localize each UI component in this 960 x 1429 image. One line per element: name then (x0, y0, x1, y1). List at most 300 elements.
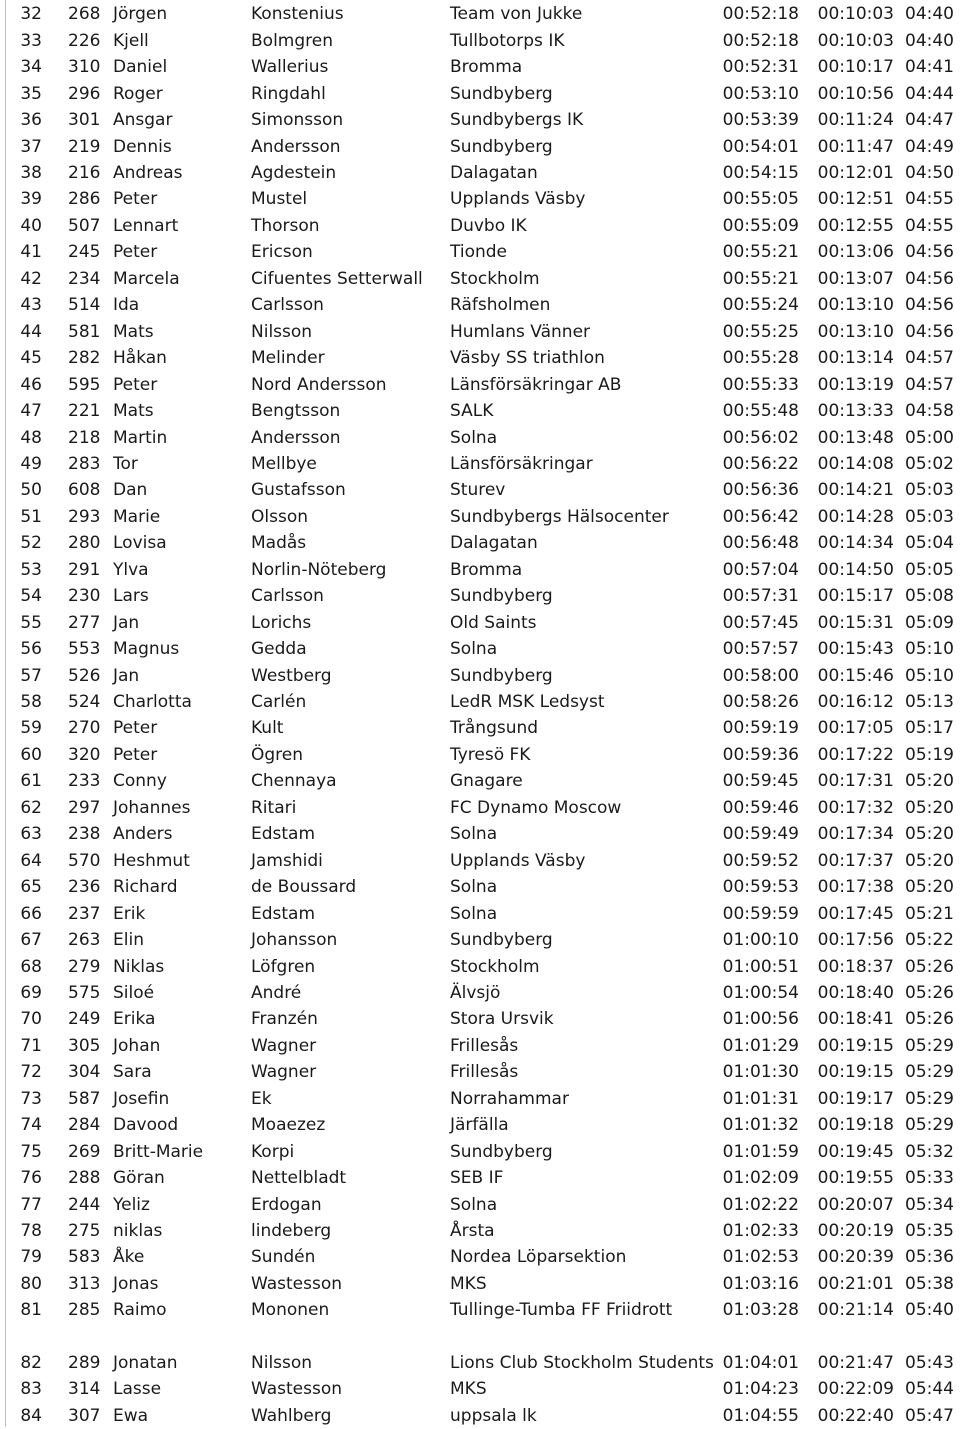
place-cell: 40 (20, 215, 42, 236)
last-name-cell: Mellbye (251, 453, 317, 474)
finish-time-cell: 00:57:31 (722, 586, 799, 607)
place-cell: 77 (20, 1194, 42, 1215)
first-name-cell: Lovisa (113, 533, 167, 554)
finish-time-cell: 00:55:28 (722, 348, 799, 369)
pace-cell: 04:57 (905, 348, 954, 369)
bib-number-cell: 507 (68, 215, 101, 236)
result-row (0, 504, 960, 530)
time-behind-cell: 00:13:10 (817, 321, 894, 342)
last-name-cell: Nord Andersson (251, 374, 387, 395)
first-name-cell: Jonas (113, 1273, 159, 1294)
last-name-cell: Moaezez (251, 1115, 326, 1136)
result-row (0, 663, 960, 689)
last-name-cell: Nettelbladt (251, 1168, 347, 1189)
time-behind-cell: 00:18:40 (817, 982, 894, 1003)
club-cell: Årsta (450, 1221, 495, 1241)
first-name-cell: Kjell (113, 30, 149, 51)
last-name-cell: Andersson (251, 136, 341, 157)
bib-number-cell: 284 (68, 1115, 101, 1136)
pace-cell: 05:00 (905, 427, 954, 448)
club-cell: Dalagatan (450, 533, 538, 554)
first-name-cell: Göran (113, 1168, 165, 1189)
club-cell: Tionde (450, 242, 508, 263)
club-cell: Solna (450, 877, 498, 898)
time-behind-cell: 00:17:45 (817, 903, 894, 924)
finish-time-cell: 01:02:53 (722, 1247, 799, 1268)
result-row (0, 636, 960, 662)
bib-number-cell: 238 (68, 824, 101, 845)
finish-time-cell: 00:55:33 (722, 374, 799, 395)
result-row (0, 292, 960, 318)
result-row (0, 1059, 960, 1085)
pace-cell: 05:43 (905, 1352, 954, 1373)
club-cell: Dalagatan (450, 163, 538, 183)
finish-time-cell: 00:59:19 (722, 718, 799, 739)
result-row (0, 398, 960, 424)
result-row (0, 477, 960, 503)
finish-time-cell: 00:59:59 (722, 903, 799, 924)
club-cell: FC Dynamo Moscow (450, 797, 622, 818)
pace-cell: 05:38 (905, 1273, 954, 1294)
place-cell: 51 (20, 506, 42, 527)
first-name-cell: Peter (113, 374, 158, 395)
bib-number-cell: 218 (68, 427, 101, 448)
last-name-cell: Cifuentes Setterwall (251, 268, 423, 289)
pace-cell: 05:29 (905, 1088, 954, 1109)
place-cell: 49 (20, 453, 42, 474)
last-name-cell: Wallerius (251, 57, 329, 78)
result-row (0, 742, 960, 768)
finish-time-cell: 01:03:28 (722, 1300, 799, 1321)
time-behind-cell: 00:14:08 (817, 453, 894, 474)
last-name-cell: Konstenius (251, 4, 344, 25)
bib-number-cell: 221 (68, 401, 101, 422)
time-behind-cell: 00:13:19 (817, 374, 894, 395)
result-row (0, 901, 960, 927)
place-cell: 42 (20, 268, 42, 289)
place-cell: 55 (20, 612, 42, 633)
last-name-cell: Ögren (251, 744, 304, 765)
bib-number-cell: 249 (68, 1009, 101, 1030)
result-row (0, 927, 960, 953)
place-cell: 80 (20, 1273, 42, 1294)
club-cell: Frillesås (450, 1035, 519, 1056)
pace-cell: 05:44 (905, 1379, 954, 1400)
pace-cell: 05:20 (905, 850, 954, 871)
pace-cell: 05:29 (905, 1035, 954, 1056)
finish-time-cell: 00:54:01 (722, 136, 799, 157)
place-cell: 59 (20, 718, 42, 739)
place-cell: 57 (20, 665, 42, 686)
bib-number-cell: 581 (68, 321, 101, 342)
last-name-cell: Simonsson (251, 110, 344, 131)
last-name-cell: Korpi (251, 1141, 295, 1162)
place-cell: 84 (20, 1405, 42, 1426)
bib-number-cell: 307 (68, 1405, 101, 1426)
result-row (0, 848, 960, 874)
finish-time-cell: 00:52:18 (722, 4, 799, 25)
result-row (0, 372, 960, 398)
time-behind-cell: 00:17:22 (817, 744, 894, 765)
last-name-cell: Gustafsson (251, 480, 346, 501)
last-name-cell: Carlén (251, 692, 307, 712)
first-name-cell: Mats (113, 321, 154, 342)
pace-cell: 04:47 (905, 110, 954, 131)
time-behind-cell: 00:19:17 (817, 1088, 894, 1109)
time-behind-cell: 00:19:15 (817, 1062, 894, 1083)
time-behind-cell: 00:21:47 (817, 1352, 894, 1373)
pace-cell: 05:03 (905, 506, 954, 527)
time-behind-cell: 00:17:05 (817, 718, 894, 739)
pace-cell: 05:26 (905, 1009, 954, 1030)
last-name-cell: Carlsson (251, 295, 324, 316)
last-name-cell: Franzén (251, 1009, 318, 1030)
place-cell: 83 (20, 1379, 42, 1400)
time-behind-cell: 00:10:17 (817, 57, 894, 78)
pace-cell: 04:56 (905, 268, 954, 289)
bib-number-cell: 570 (68, 850, 101, 871)
first-name-cell: Conny (113, 771, 167, 792)
last-name-cell: André (251, 982, 302, 1003)
time-behind-cell: 00:15:31 (817, 612, 894, 633)
finish-time-cell: 00:56:22 (722, 453, 799, 474)
pace-cell: 05:05 (905, 559, 954, 580)
time-behind-cell: 00:19:15 (817, 1035, 894, 1056)
bib-number-cell: 553 (68, 639, 101, 660)
bib-number-cell: 304 (68, 1062, 101, 1083)
finish-time-cell: 00:57:04 (722, 559, 799, 580)
first-name-cell: Sara (113, 1062, 152, 1083)
bib-number-cell: 514 (68, 295, 101, 316)
place-cell: 62 (20, 797, 42, 818)
club-cell: Tyresö FK (450, 744, 531, 765)
first-name-cell: Erika (113, 1009, 156, 1030)
place-cell: 64 (20, 850, 42, 871)
pace-cell: 05:35 (905, 1221, 954, 1241)
last-name-cell: Wagner (251, 1035, 317, 1056)
place-cell: 78 (20, 1221, 42, 1241)
result-row (0, 1271, 960, 1297)
result-row (0, 980, 960, 1006)
place-cell: 68 (20, 956, 42, 977)
last-name-cell: Agdestein (251, 163, 337, 183)
time-behind-cell: 00:20:39 (817, 1247, 894, 1268)
last-name-cell: Bengtsson (251, 401, 341, 422)
finish-time-cell: 00:56:02 (722, 427, 799, 448)
first-name-cell: Elin (113, 930, 144, 951)
bib-number-cell: 296 (68, 83, 101, 104)
last-name-cell: de Boussard (251, 877, 357, 898)
first-name-cell: Martin (113, 427, 168, 448)
club-cell: Räfsholmen (450, 295, 551, 316)
last-name-cell: Erdogan (251, 1194, 322, 1215)
first-name-cell: Peter (113, 744, 158, 765)
club-cell: Tullinge-Tumba FF Friidrott (450, 1300, 673, 1321)
bib-number-cell: 283 (68, 453, 101, 474)
place-cell: 38 (20, 163, 42, 183)
club-cell: MKS (450, 1379, 487, 1400)
bib-number-cell: 305 (68, 1035, 101, 1056)
bib-number-cell: 277 (68, 612, 101, 633)
time-behind-cell: 00:15:43 (817, 639, 894, 660)
result-row (0, 1112, 960, 1138)
time-behind-cell: 00:17:34 (817, 824, 894, 845)
pace-cell: 05:17 (905, 718, 954, 739)
finish-time-cell: 01:01:31 (722, 1088, 799, 1109)
bib-number-cell: 269 (68, 1141, 101, 1162)
time-behind-cell: 00:14:50 (817, 559, 894, 580)
club-cell: Lions Club Stockholm Students (450, 1352, 714, 1373)
finish-time-cell: 01:00:51 (722, 956, 799, 977)
first-name-cell: Ida (113, 295, 140, 316)
result-row (0, 795, 960, 821)
result-row (0, 1, 960, 27)
club-cell: Bromma (450, 559, 523, 580)
finish-time-cell: 00:58:00 (722, 665, 799, 686)
result-row (0, 1033, 960, 1059)
time-behind-cell: 00:21:14 (817, 1300, 894, 1321)
place-cell: 75 (20, 1141, 42, 1162)
finish-time-cell: 01:02:33 (722, 1221, 799, 1241)
time-behind-cell: 00:12:55 (817, 215, 894, 236)
result-row (0, 610, 960, 636)
first-name-cell: Peter (113, 189, 158, 210)
place-cell: 63 (20, 824, 42, 845)
finish-time-cell: 00:55:21 (722, 242, 799, 263)
result-row (0, 768, 960, 794)
last-name-cell: Edstam (251, 903, 316, 924)
time-behind-cell: 00:13:14 (817, 348, 894, 369)
club-cell: Gnagare (450, 771, 523, 792)
club-cell: Humlans Vänner (450, 321, 591, 342)
pace-cell: 05:13 (905, 692, 954, 712)
last-name-cell: Westberg (251, 665, 332, 686)
place-cell: 58 (20, 692, 42, 712)
place-cell: 76 (20, 1168, 42, 1189)
time-behind-cell: 00:11:47 (817, 136, 894, 157)
last-name-cell: Mustel (251, 189, 308, 210)
club-cell: Stora Ursvik (450, 1009, 554, 1030)
club-cell: Solna (450, 427, 498, 448)
pace-cell: 04:56 (905, 321, 954, 342)
first-name-cell: Lars (113, 586, 149, 607)
finish-time-cell: 00:55:48 (722, 401, 799, 422)
first-name-cell: Håkan (113, 348, 167, 369)
time-behind-cell: 00:12:51 (817, 189, 894, 210)
finish-time-cell: 00:55:25 (722, 321, 799, 342)
club-cell: MKS (450, 1273, 487, 1294)
pace-cell: 05:29 (905, 1062, 954, 1083)
club-cell: Sturev (450, 480, 506, 501)
time-behind-cell: 00:13:10 (817, 295, 894, 316)
finish-time-cell: 00:55:21 (722, 268, 799, 289)
result-row (0, 239, 960, 265)
result-row (0, 583, 960, 609)
pace-cell: 05:09 (905, 612, 954, 633)
finish-time-cell: 00:59:52 (722, 850, 799, 871)
result-row (0, 266, 960, 292)
last-name-cell: Andersson (251, 427, 341, 448)
time-behind-cell: 00:15:17 (817, 586, 894, 607)
club-cell: Sundbyberg (450, 586, 553, 607)
pace-cell: 05:32 (905, 1141, 954, 1162)
finish-time-cell: 01:01:32 (722, 1115, 799, 1136)
pace-cell: 04:40 (905, 4, 954, 25)
club-cell: Solna (450, 639, 498, 660)
pace-cell: 05:20 (905, 877, 954, 898)
club-cell: Norrahammar (450, 1088, 569, 1109)
pace-cell: 05:29 (905, 1115, 954, 1136)
pace-cell: 04:50 (905, 163, 954, 183)
bib-number-cell: 526 (68, 665, 101, 686)
place-cell: 43 (20, 295, 42, 316)
last-name-cell: Mononen (251, 1300, 330, 1321)
first-name-cell: Peter (113, 718, 158, 739)
time-behind-cell: 00:14:28 (817, 506, 894, 527)
finish-time-cell: 00:56:36 (722, 480, 799, 501)
first-name-cell: Andreas (113, 163, 183, 183)
finish-time-cell: 00:53:10 (722, 83, 799, 104)
finish-time-cell: 00:57:57 (722, 639, 799, 660)
pace-cell: 05:03 (905, 480, 954, 501)
place-cell: 67 (20, 930, 42, 951)
bib-number-cell: 286 (68, 189, 101, 210)
last-name-cell: Gedda (251, 639, 307, 660)
result-row (0, 1006, 960, 1032)
time-behind-cell: 00:19:45 (817, 1141, 894, 1162)
time-behind-cell: 00:10:03 (817, 30, 894, 51)
place-cell: 53 (20, 559, 42, 580)
time-behind-cell: 00:17:32 (817, 797, 894, 818)
pace-cell: 04:58 (905, 401, 954, 422)
pace-cell: 04:55 (905, 189, 954, 210)
finish-time-cell: 00:53:39 (722, 110, 799, 131)
bib-number-cell: 288 (68, 1168, 101, 1189)
club-cell: Väsby SS triathlon (450, 348, 605, 369)
first-name-cell: Lasse (113, 1379, 162, 1400)
place-cell: 46 (20, 374, 42, 395)
club-cell: Tullbotorps IK (450, 30, 565, 51)
first-name-cell: Niklas (113, 956, 165, 977)
place-cell: 56 (20, 639, 42, 660)
time-behind-cell: 00:13:33 (817, 401, 894, 422)
place-cell: 48 (20, 427, 42, 448)
time-behind-cell: 00:19:55 (817, 1168, 894, 1189)
bib-number-cell: 293 (68, 506, 101, 527)
time-behind-cell: 00:11:24 (817, 110, 894, 131)
finish-time-cell: 00:57:45 (722, 612, 799, 633)
first-name-cell: Ylva (113, 559, 149, 580)
pace-cell: 04:56 (905, 295, 954, 316)
result-row (0, 821, 960, 847)
bib-number-cell: 301 (68, 110, 101, 131)
place-cell: 50 (20, 480, 42, 501)
club-cell: Team von Jukke (450, 4, 583, 25)
pace-cell: 05:20 (905, 824, 954, 845)
club-cell: Stockholm (450, 956, 540, 977)
last-name-cell: Jamshidi (251, 850, 323, 871)
club-cell: Älvsjö (450, 982, 501, 1003)
last-name-cell: Bolmgren (251, 30, 333, 51)
last-name-cell: Thorson (251, 215, 320, 236)
bib-number-cell: 268 (68, 4, 101, 25)
finish-time-cell: 00:59:49 (722, 824, 799, 845)
place-cell: 82 (20, 1352, 42, 1373)
bib-number-cell: 270 (68, 718, 101, 739)
finish-time-cell: 01:00:54 (722, 982, 799, 1003)
time-behind-cell: 00:13:07 (817, 268, 894, 289)
place-cell: 69 (20, 982, 42, 1003)
first-name-cell: Anders (113, 824, 173, 845)
bib-number-cell: 320 (68, 744, 101, 765)
pace-cell: 05:04 (905, 533, 954, 554)
bib-number-cell: 575 (68, 982, 101, 1003)
club-cell: SALK (450, 401, 494, 422)
result-row (0, 557, 960, 583)
first-name-cell: Siloé (113, 982, 155, 1003)
finish-time-cell: 00:59:36 (722, 744, 799, 765)
last-name-cell: Wastesson (251, 1273, 343, 1294)
bib-number-cell: 285 (68, 1300, 101, 1321)
bib-number-cell: 291 (68, 559, 101, 580)
last-name-cell: Ericson (251, 242, 313, 263)
place-cell: 54 (20, 586, 42, 607)
last-name-cell: Olsson (251, 506, 308, 527)
pace-cell: 05:26 (905, 956, 954, 977)
bib-number-cell: 233 (68, 771, 101, 792)
place-cell: 36 (20, 110, 42, 131)
place-cell: 45 (20, 348, 42, 369)
first-name-cell: Johannes (113, 797, 191, 818)
first-name-cell: Ansgar (113, 110, 173, 131)
first-name-cell: Marie (113, 506, 161, 527)
finish-time-cell: 01:04:55 (722, 1405, 799, 1426)
last-name-cell: Lorichs (251, 612, 312, 633)
pace-cell: 05:40 (905, 1300, 954, 1321)
finish-time-cell: 00:59:45 (722, 771, 799, 792)
last-name-cell: Ringdahl (251, 83, 326, 104)
bib-number-cell: 524 (68, 692, 101, 712)
club-cell: Sundbyberg (450, 665, 553, 686)
result-row (0, 160, 960, 186)
result-row (0, 1086, 960, 1112)
first-name-cell: Jan (113, 612, 140, 633)
pace-cell: 04:41 (905, 57, 954, 78)
finish-time-cell: 01:02:22 (722, 1194, 799, 1215)
bib-number-cell: 587 (68, 1088, 101, 1109)
pace-cell: 04:40 (905, 30, 954, 51)
time-behind-cell: 00:15:46 (817, 665, 894, 686)
pace-cell: 05:10 (905, 639, 954, 660)
pace-cell: 04:49 (905, 136, 954, 157)
time-behind-cell: 00:22:40 (817, 1405, 894, 1426)
first-name-cell: Erik (113, 903, 146, 924)
first-name-cell: Raimo (113, 1300, 167, 1321)
last-name-cell: Sundén (251, 1247, 316, 1268)
finish-time-cell: 01:01:59 (722, 1141, 799, 1162)
time-behind-cell: 00:20:19 (817, 1221, 894, 1241)
result-row (0, 530, 960, 556)
place-cell: 81 (20, 1300, 42, 1321)
bib-number-cell: 608 (68, 480, 101, 501)
club-cell: Duvbo IK (450, 215, 527, 236)
last-name-cell: Ritari (251, 797, 297, 818)
time-behind-cell: 00:10:03 (817, 4, 894, 25)
finish-time-cell: 01:00:10 (722, 930, 799, 951)
bib-number-cell: 275 (68, 1221, 101, 1241)
finish-time-cell: 01:01:30 (722, 1062, 799, 1083)
bib-number-cell: 280 (68, 533, 101, 554)
